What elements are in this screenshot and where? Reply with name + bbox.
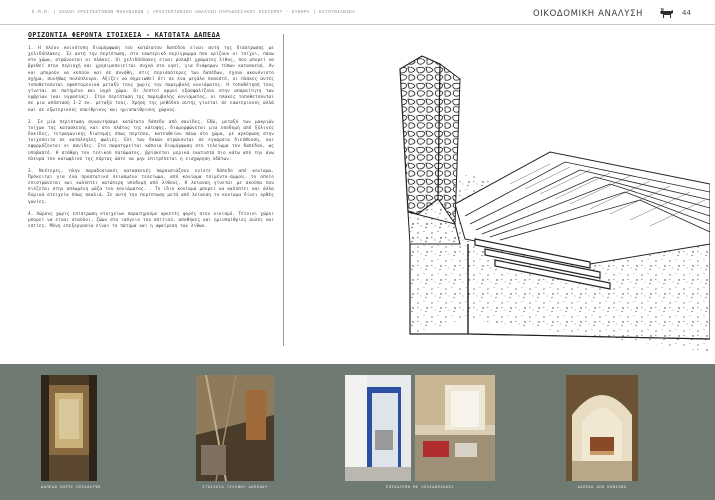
photo-gallery <box>0 364 715 500</box>
section-title: ΟΙΚΟΔΟΜΙΚΗ ΑΝΑΛΥΣΗ <box>533 9 644 19</box>
photo-unpaved-floor <box>41 375 97 481</box>
caption-photo-2: ΣΤΟΙΧΕΙΑ ΞΥΛΙΝΟΥ ΔΑΠΕΔΟΥ <box>202 485 268 489</box>
goat-icon <box>658 8 674 19</box>
photo-slab-floor-interior <box>415 375 495 481</box>
column-divider <box>283 34 284 346</box>
page-number: 44 <box>682 9 691 17</box>
content-title: ΟΡΙΖΟΝΤΙΑ ΦΕΡΟΝΤΑ ΣΤΟΙΧΕΙΑ - ΚΑΤΩΤΑΤΑ ΔΑΠΕΔΑ <box>28 31 221 39</box>
paragraph-2: 2. Σε μία περίπτωση συναντήσαμε κατώτατο δάπεδο από σανίδες. Εδώ, μεταξύ των μακριών τοίχων της κατασκευής και στο πλάτος της κάτοψης, διαμορφώνεται μια υποδομή από ξύλινες δοκίδες, τετραγωνικής διατομής όπως περίπου, κατευθείαν πάνω στο χώμα, με αγκύρωση στην τοιχοποιία σε κατάλληλες φωλιές. Επί των δοκών στρώνονται σε εγκάρσια διεύθυνση, και εφαρμόζονται οι σανίδες. Στο παρατηρείται κάποια διαμόρφωση στο τελείωμα του δαπέδου, ως υποβαστό. Η στάθμη του τελικού πατώματος, βρίσκεται μερικά εκατοστά πιο κάτω από την άνω πλευρά του κατωφλιού της πόρτας ώστε να μην επιτρέπεται η εισχώρηση υδάτων. <box>28 119 274 162</box>
caption-photo-1: ΔΑΠΕΔΟ ΧΩΡΙΣ ΕΠΙΚΑΛΥΨΗ <box>41 485 101 489</box>
breadcrumb: Ε.Μ.Π. | ΣΧΟΛΗ ΑΡΧΙΤΕΚΤΟΝΩΝ ΜΗΧΑΝΙΚΩΝ | ΑΡΧΙΤΕΚΤΟΝΙΚΗ ΑΝΑΛΥΣΗ ΠΑΡΑΔΟΣΙΑΚΟΥ ΟΙΚΙΣΜΟΥ - ΚΥΘΗΡΑ | ΚΑΤΟΥΝΙΑΝΙΚΑ <box>32 9 356 14</box>
paragraph-3: 3. Νεότερες, πλην παραδοσιακές κατασκευές παρουσιάζουν ενίοτε δάπεδο από κονίαμα. Πρόκειται για ένα προστατικό λειασμένο τελείωμα, από κονίαμα τσιμέντο-άμμου, το οποίο επιστρώνεται και καλύπτει κατώτερη υποδομή από λίθους. Η λείανση γίνεται με σκούπα που πιέζεται στην απλωμένη μάζα του κονιάματος. . Το ίδιο κονίαμα μπορεί να καλύπτει και άλλα δομικά στοιχεία όπως σκαλιά. Σε αυτή την περίπτωση μετά από λείανση το κονίαμα δίνει ορθές γωνίες. <box>28 168 274 205</box>
paragraph-1: 1. Η πλέον κοινότυπη διαμόρφωση του κατώτατου δαπέδου είναι αυτή της διάστρωσης με χελιδόπλακες. Σε αυτή την περίπτωση, στο εσωτερικό περίγραμμα που ορίζουν οι τοίχοι, πάνω στο χώμα, στρώνονται οι πλάκες. Οι χελιδόπλακες είναι μολαβί χρώματος λίθος, που μπορεί να βρεθεί στην περιοχή και χρησιμοποιείται συχνά στο νησί, για διάφορων τύπων κατασκευή. Αν και μπορούν να κοπούν και σε συνήθη, στις περισσότερες των δαπέδων, έχουν ακανόνιστο σχήμα, συνήθως πολύπλευρο. Αξίζει να σημειωθεί ότι σε ένα μεγάλο ποσοστό, οι πλάκες αυτές τοποθετούνται εφαπτομενικά μεταξύ τους χωρίς την παρεμβολή κονιάματος. Η τοποθέτησή τους γίνεται σε πατημένο και υγρό χώμα. Οι λεπτοί αρμοί εξασφαλίζουν στην απαραίτητη των ομβρίων (και υγρασίας). Στην περίπτωση της παρεμβολής κονιάματος, οι πλάκες τοποθετούνται σε μια απόσταση 1-2 εκ. μεταξύ τους. Χρήση της μεθόδου αυτής γίνεται σε εσωτερικούς αλλά και σε εξωτερικούς υπαίθριους και ημιυπαίθριους χώρους. <box>28 46 274 113</box>
page-header <box>0 0 715 25</box>
floor-section-drawing <box>290 34 710 352</box>
caption-photo-4: ΔΑΠΕΔΟ ΑΠΟ ΚΟΝΙΑΜΑ <box>577 485 627 489</box>
photo-slab-floor-door <box>345 375 411 481</box>
paragraph-4: 4. Χώρους χωρίς επίστρωση στοιχείων παρατηρούμε αρκετές φορές στον οικισμό. Τέτοιοι χώροι μπορεί να είναι σταύλοι, ζώων στο ισόγειο του σπιτιού, αποθήκες και ημιυπαίθριες αυλές και εστίες. Μόνη επεξεργασία είναι το πάτημα και η αφαίρεση των λίθων. <box>28 211 274 230</box>
photo-wooden-floor <box>196 375 274 481</box>
text-column <box>28 46 274 236</box>
caption-photo-3: ΕΠΙΚΑΛΥΨΗ ΜΕ ΧΕΛΙΔΟΠΛΑΚΕΣ <box>385 485 454 489</box>
photo-mortar-floor <box>566 375 638 481</box>
